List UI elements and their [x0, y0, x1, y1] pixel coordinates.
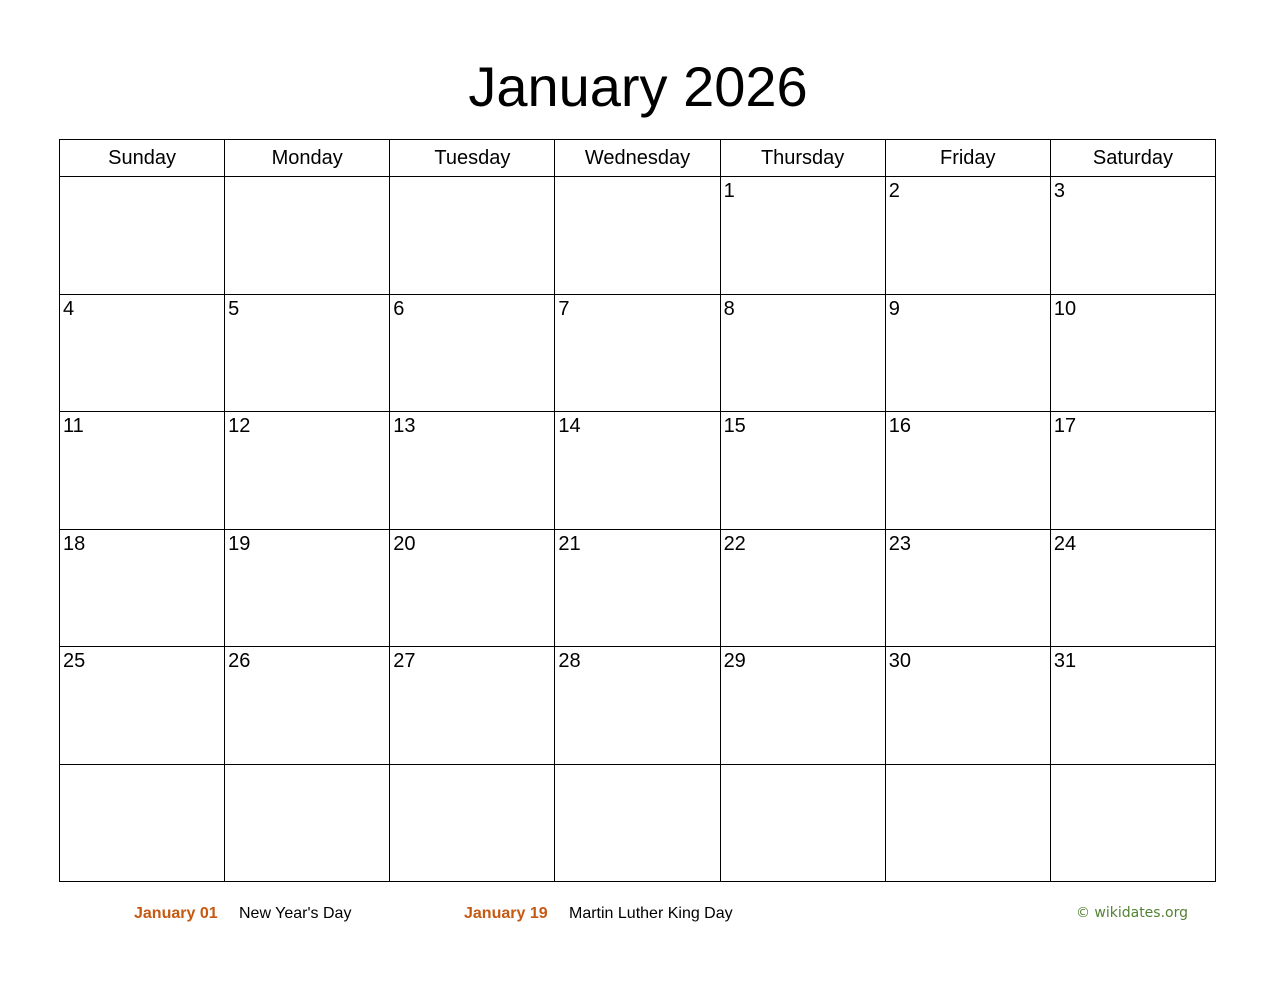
day-number: 15	[723, 415, 746, 437]
day-cell[interactable]	[225, 412, 390, 530]
day-cell[interactable]	[60, 764, 225, 882]
day-number: 3	[1053, 180, 1065, 202]
week-row	[60, 412, 1216, 530]
day-cell[interactable]	[1050, 412, 1215, 530]
day-cell[interactable]	[225, 177, 390, 295]
day-number: 9	[888, 297, 900, 320]
day-number: 24	[1053, 532, 1077, 555]
credit-link[interactable]: © wikidates.org	[1075, 905, 1188, 921]
calendar-grid	[59, 139, 1216, 882]
day-cell[interactable]	[60, 177, 225, 295]
week-row	[60, 529, 1216, 647]
week-row	[60, 647, 1216, 765]
holiday-date-2: January 19	[464, 905, 548, 922]
weekday-header-sunday: Sunday	[60, 140, 225, 177]
day-number: 22	[723, 532, 746, 555]
week-row	[60, 294, 1216, 412]
weekday-header-tuesday: Tuesday	[390, 140, 555, 177]
day-number: 12	[228, 415, 251, 437]
day-cell[interactable]	[555, 529, 720, 647]
day-cell[interactable]	[390, 529, 555, 647]
day-cell[interactable]	[720, 529, 885, 647]
day-cell[interactable]	[720, 177, 885, 295]
day-cell[interactable]	[390, 177, 555, 295]
day-cell[interactable]	[225, 647, 390, 765]
day-number: 6	[393, 297, 405, 320]
day-number	[225, 177, 389, 179]
day-number: 18	[63, 532, 86, 555]
week-row	[60, 764, 1216, 882]
day-number: 2	[888, 180, 900, 202]
day-cell[interactable]	[885, 764, 1050, 882]
day-cell[interactable]	[1050, 529, 1215, 647]
calendar-title: January 2026	[468, 55, 808, 118]
week-row	[60, 177, 1216, 295]
day-number: 1	[723, 180, 735, 202]
day-cell[interactable]	[885, 412, 1050, 530]
day-cell[interactable]	[885, 294, 1050, 412]
day-number: 17	[1053, 415, 1077, 437]
day-cell[interactable]	[225, 529, 390, 647]
day-cell[interactable]	[885, 647, 1050, 765]
day-number	[555, 765, 719, 767]
day-number	[60, 765, 224, 767]
day-number	[390, 177, 554, 179]
day-cell[interactable]	[1050, 177, 1215, 295]
day-cell[interactable]	[720, 764, 885, 882]
day-cell[interactable]	[720, 647, 885, 765]
day-number: 8	[723, 297, 735, 320]
day-number	[1051, 765, 1215, 767]
day-number: 29	[723, 650, 746, 672]
day-cell[interactable]	[390, 294, 555, 412]
day-cell[interactable]	[1050, 647, 1215, 765]
day-number: 20	[393, 532, 416, 555]
holiday-name-2: Martin Luther King Day	[569, 905, 733, 922]
day-number: 31	[1053, 650, 1077, 672]
day-number	[60, 177, 224, 179]
day-number: 4	[63, 297, 75, 320]
day-number: 23	[888, 532, 911, 555]
holiday-date-1: January 01	[134, 905, 218, 922]
calendar-body	[60, 177, 1216, 882]
day-number: 19	[228, 532, 251, 555]
weekday-header-monday: Monday	[225, 140, 390, 177]
day-number: 14	[558, 415, 581, 437]
day-cell[interactable]	[60, 529, 225, 647]
day-cell[interactable]	[390, 412, 555, 530]
day-cell[interactable]	[1050, 764, 1215, 882]
day-number	[555, 177, 719, 179]
day-number	[390, 765, 554, 767]
day-cell[interactable]	[225, 294, 390, 412]
day-number: 28	[558, 650, 581, 672]
day-number	[886, 765, 1050, 767]
day-cell[interactable]	[885, 177, 1050, 295]
holiday-name-1: New Year's Day	[239, 905, 352, 922]
day-number: 27	[393, 650, 416, 672]
weekday-header-saturday: Saturday	[1050, 140, 1215, 177]
day-number: 7	[558, 297, 570, 320]
day-cell[interactable]	[720, 294, 885, 412]
day-cell[interactable]	[555, 647, 720, 765]
day-number: 5	[228, 297, 240, 320]
day-number: 13	[393, 415, 416, 437]
day-number: 21	[558, 532, 581, 555]
day-cell[interactable]	[60, 647, 225, 765]
day-number: 25	[63, 650, 86, 672]
day-cell[interactable]	[885, 529, 1050, 647]
day-cell[interactable]	[720, 412, 885, 530]
day-cell[interactable]	[60, 412, 225, 530]
day-number: 16	[888, 415, 911, 437]
weekday-header-thursday: Thursday	[720, 140, 885, 177]
day-cell[interactable]	[390, 647, 555, 765]
day-number: 30	[888, 650, 911, 672]
day-cell[interactable]	[555, 412, 720, 530]
day-cell[interactable]	[390, 764, 555, 882]
day-number	[225, 765, 389, 767]
weekday-header-friday: Friday	[885, 140, 1050, 177]
weekday-header-row	[60, 140, 1216, 177]
day-number	[721, 765, 885, 767]
day-cell[interactable]	[555, 177, 720, 295]
day-number: 10	[1053, 297, 1077, 320]
weekday-header-wednesday: Wednesday	[555, 140, 720, 177]
day-cell[interactable]	[555, 294, 720, 412]
day-cell[interactable]	[1050, 294, 1215, 412]
day-cell[interactable]	[555, 764, 720, 882]
day-number: 26	[228, 650, 251, 672]
day-cell[interactable]	[60, 294, 225, 412]
day-number: 11	[63, 415, 84, 437]
day-cell[interactable]	[225, 764, 390, 882]
